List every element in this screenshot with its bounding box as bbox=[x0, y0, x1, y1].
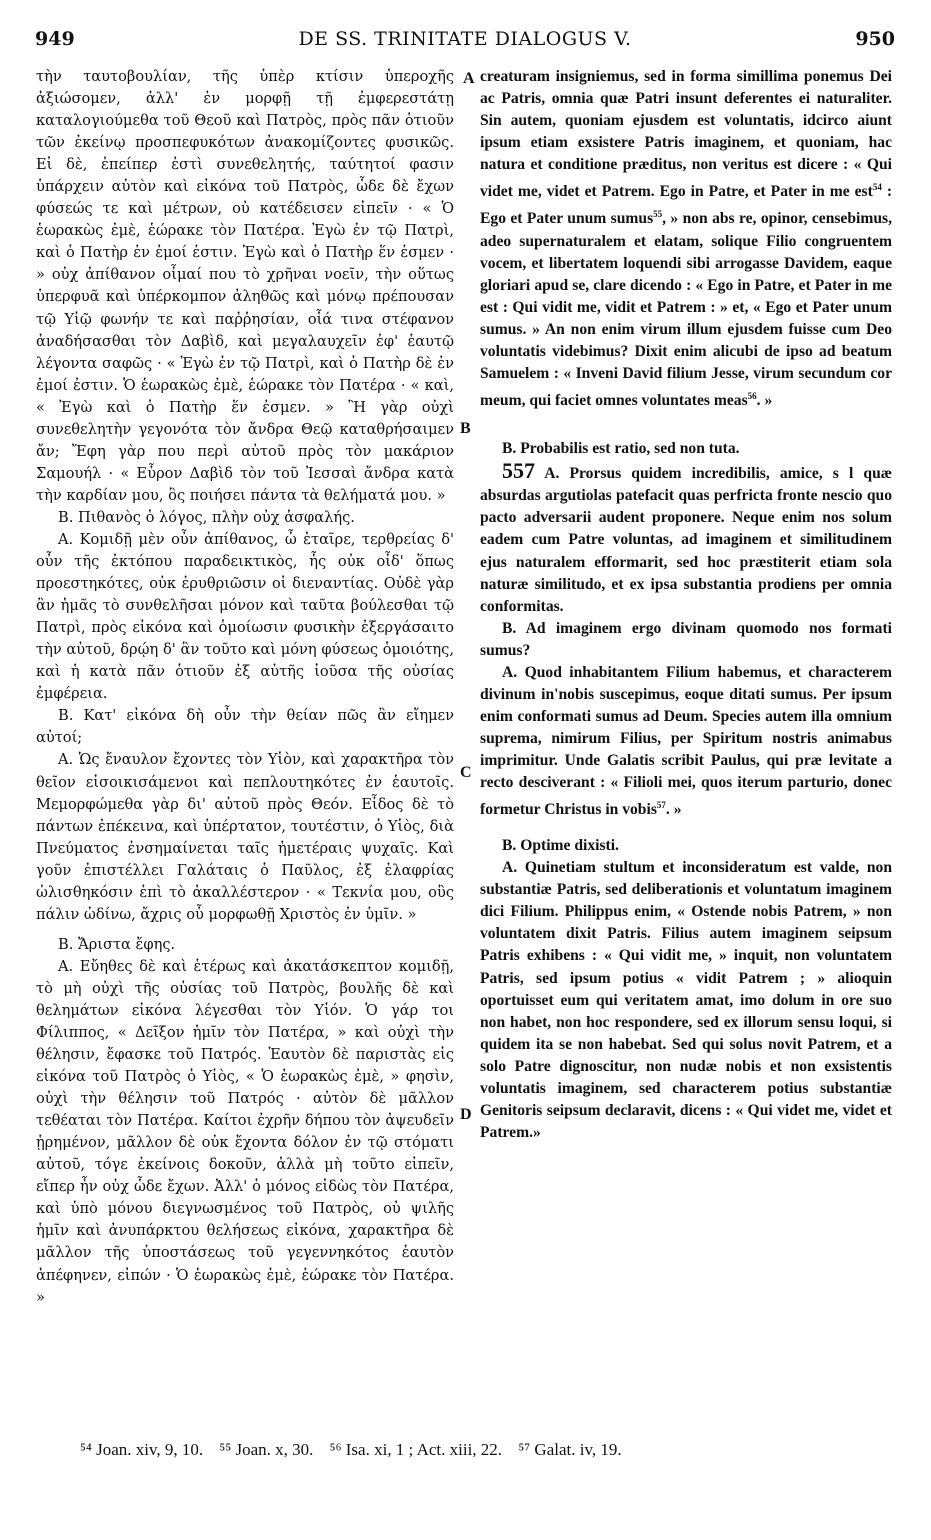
footnote-ref: 57 bbox=[656, 800, 666, 811]
greek-paragraph: B. Κατ' εἰκόνα δὴ οὖν τὴν θείαν πῶς ἂν εἴημεν αὐτοί; bbox=[36, 707, 454, 747]
margin-marker-d: D bbox=[460, 1106, 472, 1123]
latin-paragraph: B. Probabilis est ratio, sed non tuta. bbox=[502, 440, 740, 458]
footnote: ⁵⁴ Joan. xiv, 9, 10. bbox=[80, 1440, 204, 1459]
latin-paragraph: B. Ad imaginem ergo divinam quomodo nos formati sumus? bbox=[480, 619, 892, 659]
footnote: ⁵⁷ Galat. iv, 19. bbox=[518, 1440, 622, 1459]
margin-marker-a: A bbox=[463, 70, 475, 87]
page-number-left: 949 bbox=[35, 28, 75, 50]
latin-paragraph: creaturam insigniemus, sed in forma simillima ponemus Dei ac Patris, omnia quæ Patri insunt deferentes ei naturaliter. Sin autem, quoniam ejusdem est voluntatis, idcirco aiunt ipsum etiam exsistere Patris imaginem, et quoniam, hac natura et conditione præditus, non veritus est dicere : « Qui videt me, videt et Patrem. Ego in Patre, et Pater in me est$^{54}$ : Ego et Pater unum sumus$^{55}$, » non abs re, opinor, censebimus, adeo supernaturalem et elatam, solique Filio congruentem vocem, et libertatem loquendi sibi arrogasse Davidem, eaque gloriari apud se, clare dicendo : « Ego in Patre, et Pater in me est : Qui vidit me, vidit et Patrem : » et, « Ego et Pater unum sumus. » An non enim virum illum ejusdem fuisse cum Deo voluntatis videbimus? Dixit enim alicubi de ipso ad beatum Samuelem : « Inveni David filium Jesse, virum secundum cor meum, qui faciet omnes voluntates meas$^{56}$. » bbox=[480, 68, 893, 410]
footnote-ref: 56 bbox=[747, 391, 757, 402]
page-header bbox=[35, 28, 895, 58]
latin-paragraph: A. Quinetiam stultum et inconsideratum est valde, non substantiæ Patris, sed deliberationis et voluntatum imaginem dici Filium. Philippus enim, « Ostende nobis Patrem, » non voluntatem dixit Patris. Filius autem imaginem seipsum Patris exhibens : « Qui vidit me, » inquit, non voluntatem Patris, sed ipsum potius « vidit Patrem ; » alioquin oportuisset eum qui veritatem amat, imo dolum in ore suo non habet, non hoc respondere, sed ex illorum sensu loqui, si quidem ita se non habebat. Sed qui solus novit Patrem, et a solo Patre dignoscitur, non nudæ nobis et non exsistentis voluntatis imaginem, sed characterem potius substantiæ Genitoris seipsum declaravit, dicens : « Qui videt me, videt et Patrem.» bbox=[480, 859, 892, 1141]
column-number: 557 bbox=[502, 458, 535, 484]
margin-marker-c: C bbox=[460, 764, 472, 781]
latin-column bbox=[480, 66, 892, 1144]
greek-paragraph: τὴν ταυτοβουλίαν, τῆς ὑπὲρ κτίσιν ὑπεροχῆς ἀξιώσομεν, ἀλλ' ἐν μορφῇ τῇ ἐμφερεστάτῃ καταλογιούμεθα τοῦ Θεοῦ καὶ Πατρὸς, πρὸς πᾶν ὁτιοῦν τῶν ἐκείνῳ προσπεφυκότων ἀνακομίζοντες φυσικῶς. Εἰ δὲ, ἐπείπερ ἐστὶ συνεθελητής, ταύτητοί φασιν ὑπάρχειν αὐτὸν καὶ εἰκόνα τοῦ Πατρὸς, ὧδε δὲ ἔχων φύσεώς τε καὶ μέτρων, οὐ κατέδεισεν εἰπεῖν · « Ὁ ἑωρακὼς ἐμὲ, ἑώρακε τὸν Πατέρα. Ἐγὼ ἐν τῷ Πατρὶ, καὶ ὁ Πατὴρ ἐν ἐμοί ἐστιν. Ἐγὼ καὶ ὁ Πατὴρ ἕν ἐσμεν · » οὐχ ἀπίθανον οἶμαί που τὸ χρῆναι νοεῖν, τὴν οὕτως ὑπερφυᾶ καὶ ὑπέρκομπον ἀληθῶς καὶ μόνῳ πρέπουσαν τῷ Υἱῷ φωνήν τε καὶ παῤῥησίαν, οἷά τινα στέφανον ἀναδήσασθαι τὸν Δαβὶδ, καὶ μεγαλαυχεῖν ἐφ' ἑαυτῷ λέγοντα σαφῶς · « Ἐγὼ ἐν τῷ Πατρὶ, καὶ ὁ Πατὴρ δὲ ἐν ἐμοί ἐστιν. Ὁ ἑωρακὼς ἐμὲ, ἑώρακε τὸν Πατέρα · « καὶ, « Ἐγὼ καὶ ὁ Πατὴρ ἕν ἐσμεν. » Ἢ γὰρ οὐχὶ συνεθελητὴν γεγονότα τὸν ἄνδρα Θεῷ καταθρήσαιμεν ἄν; Ἔφη γὰρ που περὶ αὐτοῦ πρὸς τὸν μακάριον Σαμουήλ · « Εὗρον Δαβὶδ τὸν τοῦ Ἰεσσαὶ ἄνδρα κατὰ τὴν καρδίαν μου, ὃς ποιήσει πάντα τὰ θελήματά μου. » bbox=[36, 68, 454, 504]
latin-paragraph: A. Quod inhabitantem Filium habemus, et characterem divinum in'nobis suscepimus, eoque ditati sumus. Per ipsum enim conformati sumus ad Deum. Species autem illa omnium suprema, nimirum Filius, per Spiritum nostris animabus imprimitur. Unde Galatis scribit Paulus, qui præ levitate a recto desciverant : « Filioli mei, quos iterum parturio, donec formetur Christus in vobis$^{57}$. » bbox=[480, 663, 892, 819]
latin-paragraph: 557 A. Prorsus quidem incredibilis, amice, s l quæ absurdas argutiolas patefacit quas perfricta fronte nescio quo pacto adversarii audent proponere. Neque enim nos solum eadem cum Patre voluntas, ad imaginem et similitudinem ejus naturalem efformarit, sed hoc præstiterit etiam sola naturæ similitudo, et ex ipsa substantia prodiens per omnia conformitas. bbox=[480, 458, 892, 615]
greek-paragraph: A. Κομιδῇ μὲν οὖν ἀπίθανος, ὦ ἑταῖρε, τερθρείας δ' οὖν τῆς ἐκτόπου παραδεικτικὸς, ἧς οὐκ οἶδ' ὅπως προεστηκότες, οὐκ ἐρυθριῶσιν οἱ διεναντίας. Οὐδὲ γὰρ ἂν ἡμᾶς τὸ συνθελῆσαι μόνον καὶ ταῦτα βούλεσθαι τῷ Πατρὶ, πρὸς εἰκόνα καὶ ὁμοίωσιν φυσικὴν ἐξεργάσαιτο τὴν αὐτοῦ, δρῴη δ' ἂν τοῦτο καὶ μόνη φύσεως ὁμοιότης, καὶ ἡ κατὰ πᾶν ὁτιοῦν ἐξ αὐτῆς ἰοῦσα τῆς οὐσίας ἐμφέρεια. bbox=[36, 530, 454, 703]
footnotes bbox=[80, 1440, 880, 1460]
page-number-right: 950 bbox=[855, 28, 895, 50]
latin-paragraph: B. Optime dixisti. bbox=[502, 837, 619, 855]
margin-marker-b: B bbox=[460, 420, 471, 437]
greek-column bbox=[36, 66, 454, 1309]
greek-paragraph: B. Ἄριστα ἔφης. bbox=[58, 935, 176, 953]
greek-paragraph: B. Πιθανὸς ὁ λόγος, πλὴν οὐχ ἀσφαλής. bbox=[58, 508, 355, 526]
greek-paragraph: A. Ὡς ἔναυλον ἔχοντες τὸν Υἱὸν, καὶ χαρακτῆρα τὸν θεῖον εἰσοικισάμενοι καὶ πεπλουτηκότες ἐν ἑαυτοῖς. Μεμορφώμεθα γὰρ δι' αὐτοῦ πρὸς Θεόν. Εἶδος δὲ τὸ πάντων ἐπέκεινα, καὶ ὑπέρτατον, τουτέστιν, ὁ Υἱὸς, διὰ Πνεύματος ἐνσημαίνεται ταῖς ἡμετέραις ψυχαῖς. Καὶ γοῦν ἐπιστέλλει Γαλάταις ὁ Παῦλος, ἐξ ἐλαφρίας ὠλισθηκόσιν ἐπὶ τὸ ἀκαλλέστερον · « Τεκνία μου, οὓς πάλιν ὠδίνω, ἄχρις οὗ μορφωθῇ Χριστὸς ἐν ὑμῖν. » bbox=[36, 751, 454, 923]
footnote-ref: 54 bbox=[872, 182, 882, 193]
footnote: ⁵⁵ Joan. x, 30. bbox=[219, 1440, 314, 1459]
running-title: DE SS. TRINITATE DIALOGUS V. bbox=[298, 28, 632, 50]
footnote-ref: 55 bbox=[653, 209, 663, 220]
greek-paragraph: A. Εὔηθες δὲ καὶ ἑτέρως καὶ ἀκατάσκεπτον κομιδῇ, τὸ μὴ οὐχὶ τῆς οὐσίας τοῦ Πατρὸς, βουλῆς δὲ καὶ θελημάτων εἰκόνα λέγεσθαι τὸν Υἱόν. Ὁ γάρ τοι Φίλιππος, « Δεῖξον ἡμῖν τὸν Πατέρα, » καὶ οὐχὶ τὴν θέλησιν, ἔφασκε τοῦ Πατρός. Ἑαυτὸν δὲ παριστὰς εἰς εἰκόνα τοῦ Πατρὸς ὁ Υἱὸς, « Ὁ ἑωρακὼς ἐμὲ, » φησὶν, οὐχὶ τὴν θέλησιν τοῦ Πατρός · αὐτὸν δὲ μᾶλλον τεθέαται τὸν Πατέρα. Καίτοι ἐχρῆν δήπου τὸν ἀψευδεῖν ᾑρημένον, μᾶλλον δὲ οὐκ ἔχοντα δόλον ἐν τῷ στόματι αὐτοῦ, τόγε ἐκείνοις δοκοῦν, ἀλλὰ μὴ τοῦτο εἰπεῖν, εἴπερ ἦν οὐχ ὧδε ἔχων. Ἀλλ' ὁ μόνος εἰδὼς τὸν Πατέρα, καὶ ὑπὸ μόνου διεγνωσμένος τοῦ Πατρὸς, οὐ ψιλῆς ἡμῖν καὶ ἀνυπάρκτου θελήσεως εἰκόνα, χαρακτῆρα δὲ μᾶλλον τῆς ὑποστάσεως τοῦ γεγεννηκότος ἑαυτὸν ἀπέφηνεν, εἰπών · Ὁ ἑωρακὼς ἐμὲ, ἑώρακε τὸν Πατέρα. » bbox=[36, 957, 454, 1306]
footnote: ⁵⁶ Isa. xi, 1 ; Act. xiii, 22. bbox=[329, 1440, 503, 1459]
